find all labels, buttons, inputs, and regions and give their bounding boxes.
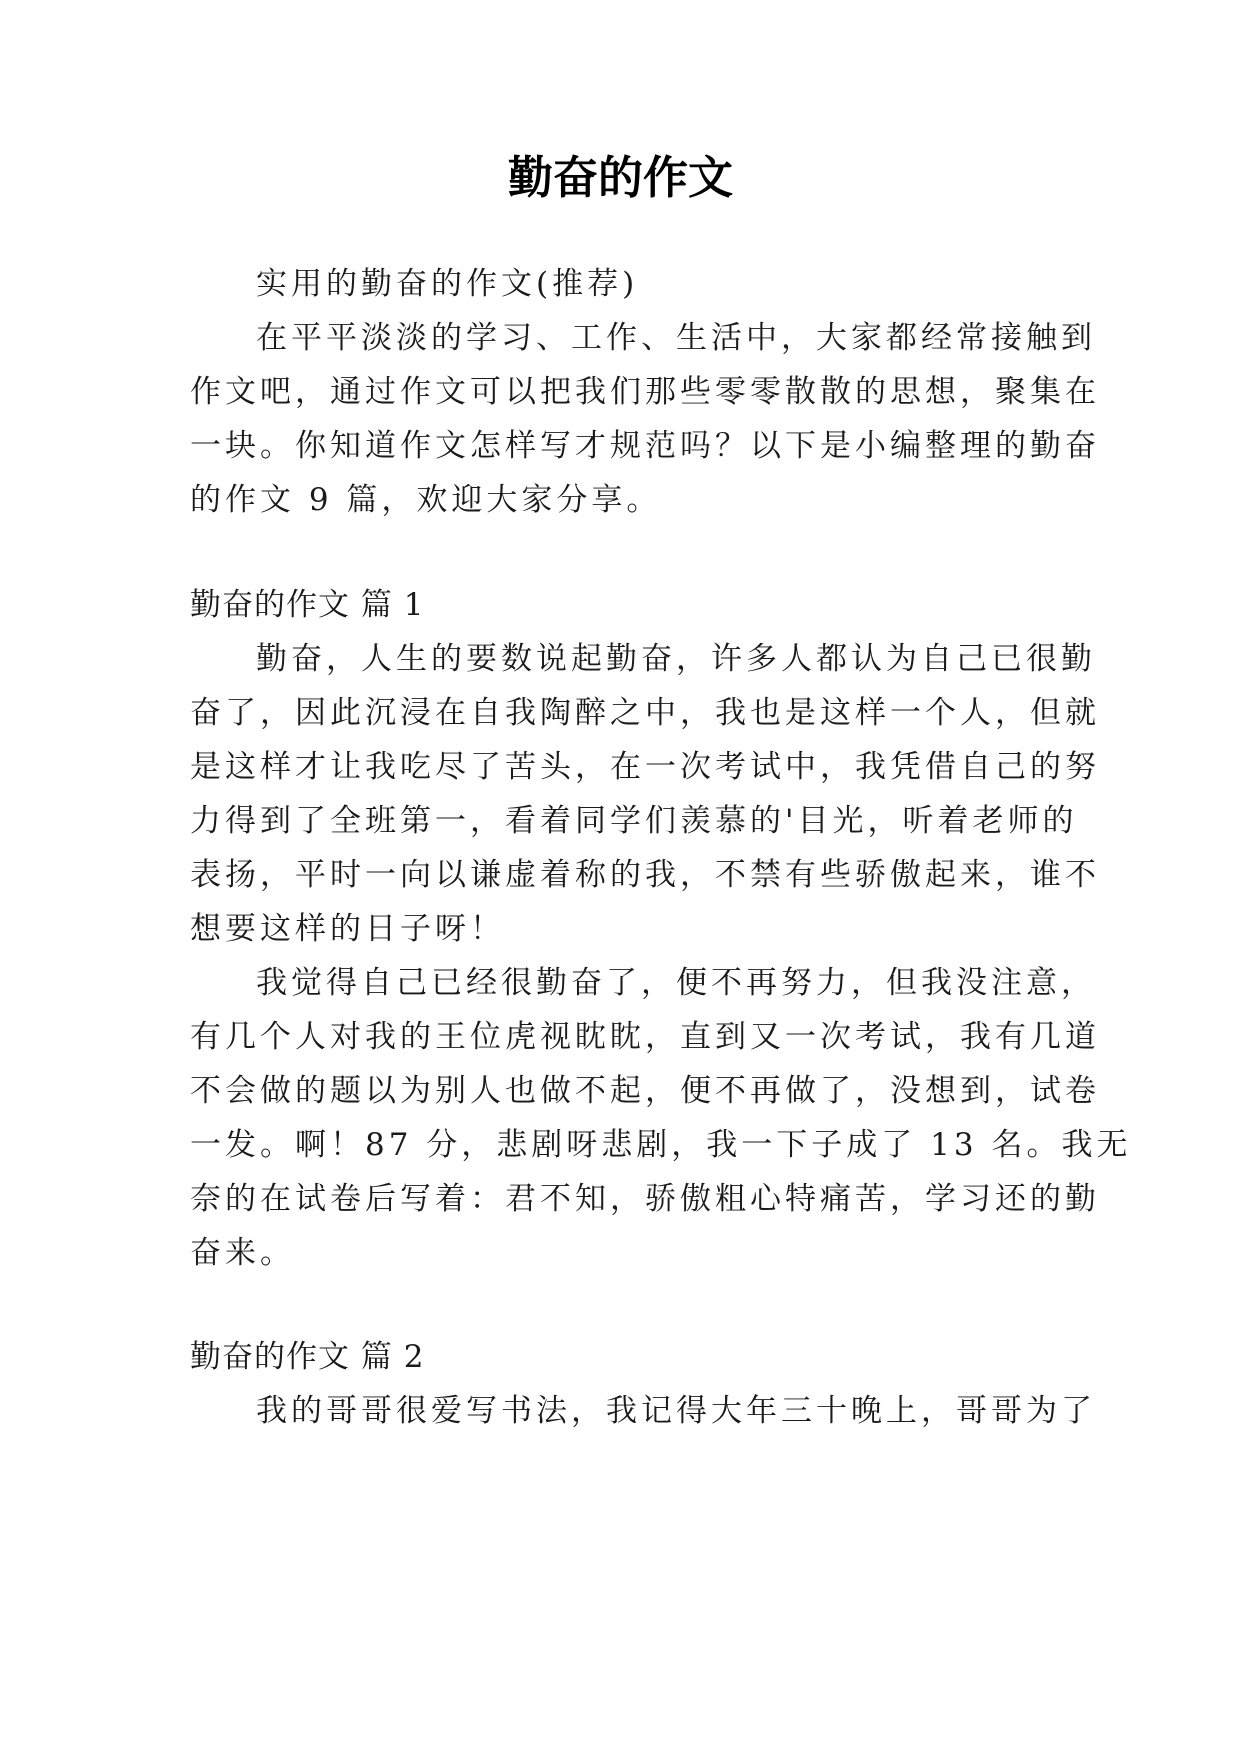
intro-line: 作文吧，通过作文可以把我们那些零零散散的思想，聚集在 — [190, 374, 1100, 410]
section-heading: 勤奋的作文 篇 1 — [190, 587, 425, 623]
intro-line: 在平平淡淡的学习、工作、生活中，大家都经常接触到 — [256, 320, 1096, 356]
paragraph-line: 表扬，平时一向以谦虚着称的我，不禁有些骄傲起来，谁不 — [190, 857, 1100, 893]
paragraph-line: 不会做的题以为别人也做不起，便不再做了，没想到，试卷 — [190, 1073, 1100, 1109]
intro-line: 的作文 9 篇，欢迎大家分享。 — [190, 482, 662, 518]
paragraph-line: 奋来。 — [190, 1235, 295, 1271]
intro-line: 一块。你知道作文怎样写才规范吗？以下是小编整理的勤奋 — [190, 428, 1100, 464]
paragraph-line: 有几个人对我的王位虎视眈眈，直到又一次考试，我有几道 — [190, 1019, 1100, 1055]
paragraph-line: 想要这样的日子呀！ — [190, 911, 505, 947]
document-subtitle: 实用的勤奋的作文(推荐) — [256, 266, 639, 302]
paragraph-line: 奈的在试卷后写着：君不知，骄傲粗心特痛苦，学习还的勤 — [190, 1181, 1100, 1217]
page-title: 勤奋的作文 — [507, 151, 733, 204]
paragraph-line: 是这样才让我吃尽了苦头，在一次考试中，我凭借自己的努 — [190, 749, 1100, 785]
section-heading: 勤奋的作文 篇 2 — [190, 1339, 425, 1375]
paragraph-line: 勤奋，人生的要数说起勤奋，许多人都认为自己已很勤 — [256, 641, 1096, 677]
paragraph-line: 我觉得自己已经很勤奋了，便不再努力，但我没注意， — [256, 965, 1096, 1001]
paragraph-line: 奋了，因此沉浸在自我陶醉之中，我也是这样一个人，但就 — [190, 695, 1100, 731]
paragraph-line: 一发。啊！87 分，悲剧呀悲剧，我一下子成了 13 名。我无 — [190, 1127, 1132, 1163]
paragraph-line: 力得到了全班第一，看着同学们羡慕的'目光，听着老师的 — [190, 803, 1078, 839]
paragraph-line: 我的哥哥很爱写书法，我记得大年三十晚上，哥哥为了 — [256, 1393, 1096, 1429]
